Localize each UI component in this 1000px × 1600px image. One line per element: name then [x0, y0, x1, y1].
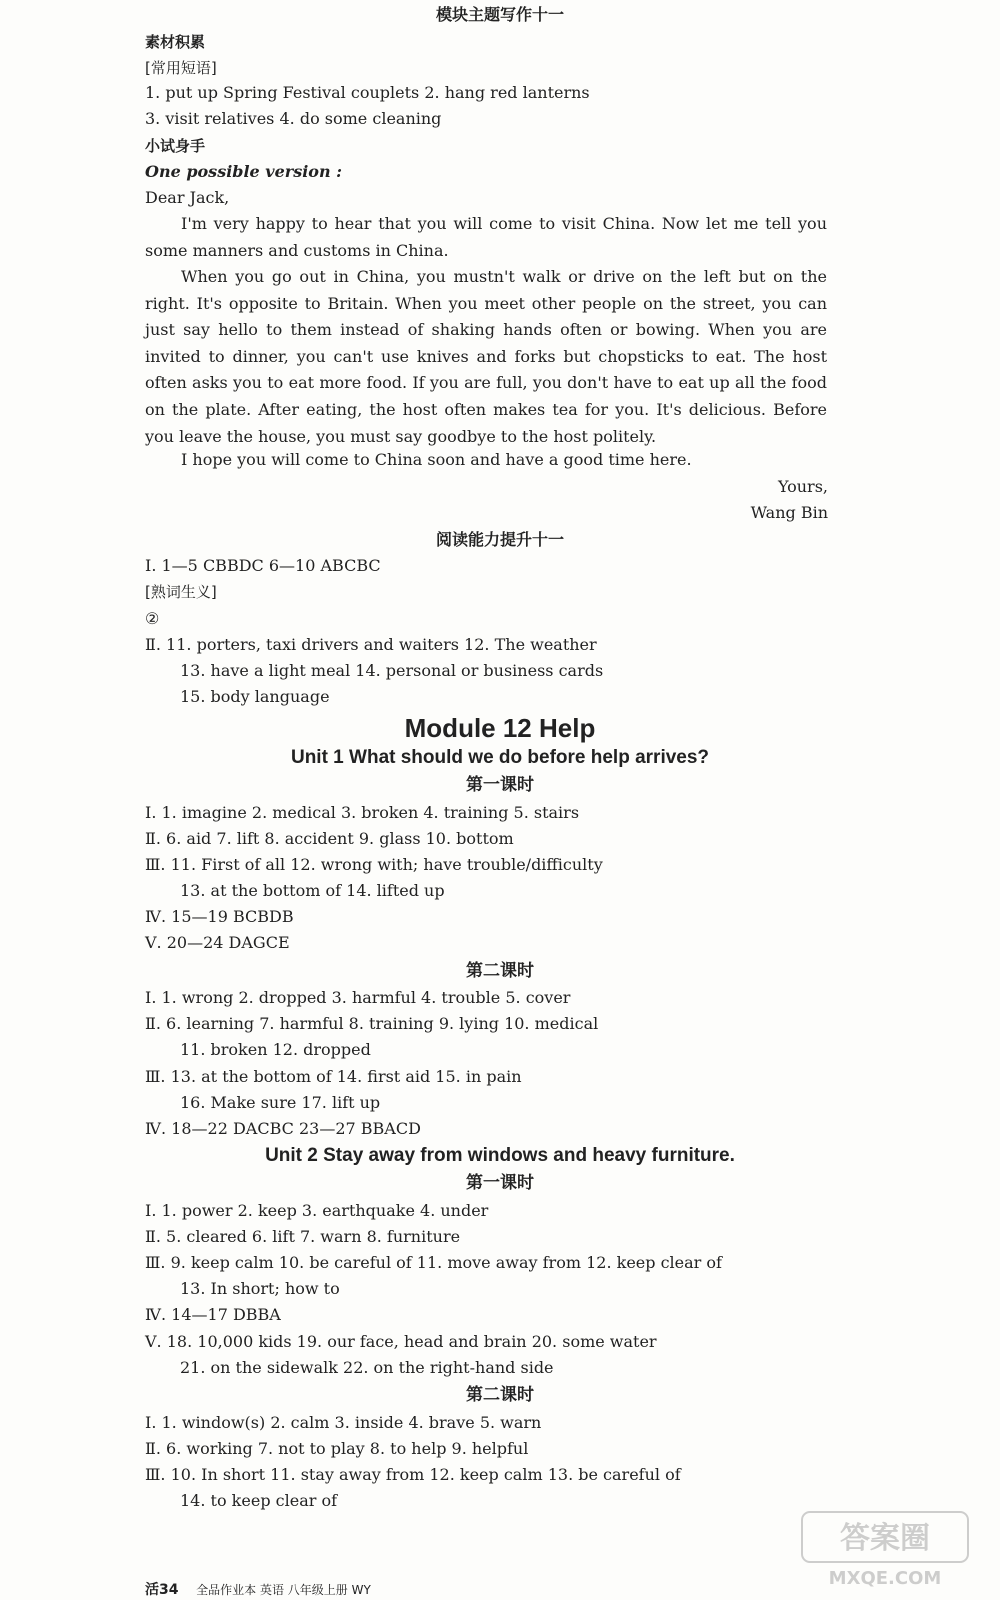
u1l1-line: Ⅰ. 1. imagine 2. medical 3. broken 4. training 5. stairs [145, 803, 580, 822]
unit1-title: Unit 1 What should we do before help arrives? [290, 747, 710, 768]
watermark-url: MXQE.COM [828, 1568, 942, 1589]
phrases-heading: [常用短语] [145, 59, 217, 77]
reading-bracket: [熟词生义] [145, 583, 217, 601]
u1l1-line: 13. at the bottom of 14. lifted up [180, 881, 445, 900]
letter-paragraph-2 [145, 264, 827, 450]
letter-closing: Yours, [777, 477, 828, 496]
u1l2-line: Ⅱ. 6. learning 7. harmful 8. training 9. lying 10. medical [145, 1014, 599, 1033]
letter-greeting: Dear Jack, [145, 188, 230, 207]
phrase-line-2: 3. visit relatives 4. do some cleaning [145, 109, 442, 128]
u2l1-line: 21. on the sidewalk 22. on the right-hand side [180, 1358, 554, 1377]
u2l1-line: Ⅲ. 9. keep calm 10. be careful of 11. move away from 12. keep clear of [145, 1253, 722, 1272]
u1l1-line: Ⅱ. 6. aid 7. lift 8. accident 9. glass 10. bottom [145, 829, 514, 848]
reading-title: 阅读能力提升十一 [435, 530, 564, 549]
u2l2-line: Ⅰ. 1. window(s) 2. calm 3. inside 4. brave 5. warn [145, 1413, 542, 1432]
footer-text: 全品作业本 英语 八年级上册 WY [196, 1583, 371, 1597]
u2l1-line: Ⅰ. 1. power 2. keep 3. earthquake 4. under [145, 1201, 489, 1220]
unit1-lesson1-title: 第一课时 [466, 775, 534, 795]
material-heading: 素材积累 [145, 33, 206, 51]
letter-paragraph-3 [145, 447, 827, 474]
letter-paragraph-1-text: I'm very happy to hear that you will come to visit China. Now let me tell you some manners and customs in China. [145, 214, 827, 260]
letter-paragraph-1 [145, 211, 827, 264]
letter-paragraph-3-text: I hope you will come to China soon and have a good time here. [181, 450, 692, 469]
writing-title: 模块主题写作十一 [435, 5, 564, 24]
u2l2-line: Ⅱ. 6. working 7. not to play 8. to help 9. helpful [145, 1439, 529, 1458]
u1l1-line: Ⅳ. 15—19 BCBDB [145, 907, 294, 926]
u2l1-line: Ⅴ. 18. 10,000 kids 19. our face, head and brain 20. some water [145, 1332, 657, 1351]
u1l2-line: 11. broken 12. dropped [180, 1040, 371, 1059]
u1l2-line: Ⅳ. 18—22 DACBC 23—27 BBACD [145, 1119, 421, 1138]
u1l2-line: Ⅲ. 13. at the bottom of 14. first aid 15. in pain [145, 1067, 522, 1086]
u1l2-line: 16. Make sure 17. lift up [180, 1093, 381, 1112]
page-footer [145, 1582, 371, 1598]
u1l1-line: Ⅴ. 20—24 DAGCE [145, 933, 290, 952]
watermark-logo-icon [800, 1510, 970, 1590]
phrase-line-1: 1. put up Spring Festival couplets 2. hang red lanterns [145, 83, 590, 102]
watermark-logo [800, 1510, 970, 1590]
reading-line-3: 13. have a light meal 14. personal or business cards [180, 661, 604, 680]
version-label: One possible version : [145, 162, 343, 181]
reading-line-1: Ⅰ. 1—5 CBBDC 6—10 ABCBC [145, 556, 381, 575]
unit2-title: Unit 2 Stay away from windows and heavy furniture. [265, 1145, 735, 1166]
u2l2-line: 14. to keep clear of [180, 1491, 338, 1510]
unit1-lesson2-title: 第二课时 [466, 961, 534, 981]
u2l1-line: 13. In short; how to [180, 1279, 340, 1298]
reading-line-2: Ⅱ. 11. porters, taxi drivers and waiters 12. The weather [145, 635, 597, 654]
reading-line-4: 15. body language [180, 687, 330, 706]
u1l2-line: Ⅰ. 1. wrong 2. dropped 3. harmful 4. trouble 5. cover [145, 988, 571, 1007]
unit2-lesson2-title: 第二课时 [466, 1385, 534, 1405]
watermark-logo-text: 答案圈 [840, 1521, 930, 1556]
letter-paragraph-2-text: When you go out in China, you mustn't walk or drive on the left but on the right. It's opposite to Britain. When you meet other people on the street, you can just say hello to them instead of shaking hands often or bowing. When you are invited to dinner, you can't use knives and forks but chopsticks to eat. The host often asks you to eat more food. If you are full, you don't have to eat up all the food on the plate. After eating, the host often makes tea for you. It's delicious. Before you leave the house, you must say goodbye to the host politely. [145, 267, 827, 446]
try-heading: 小试身手 [145, 137, 206, 155]
u2l1-line: Ⅱ. 5. cleared 6. lift 7. warn 8. furniture [145, 1227, 461, 1246]
u1l1-line: Ⅲ. 11. First of all 12. wrong with; have trouble/difficulty [145, 855, 603, 874]
letter-signature: Wang Bin [750, 503, 828, 522]
u2l2-line: Ⅲ. 10. In short 11. stay away from 12. keep calm 13. be careful of [145, 1465, 681, 1484]
u2l1-line: Ⅳ. 14—17 DBBA [145, 1305, 281, 1324]
unit2-lesson1-title: 第一课时 [466, 1173, 534, 1193]
reading-circle: ② [145, 609, 160, 628]
module-title: Module 12 Help [404, 713, 596, 743]
page-number: 活34 [145, 1582, 179, 1598]
